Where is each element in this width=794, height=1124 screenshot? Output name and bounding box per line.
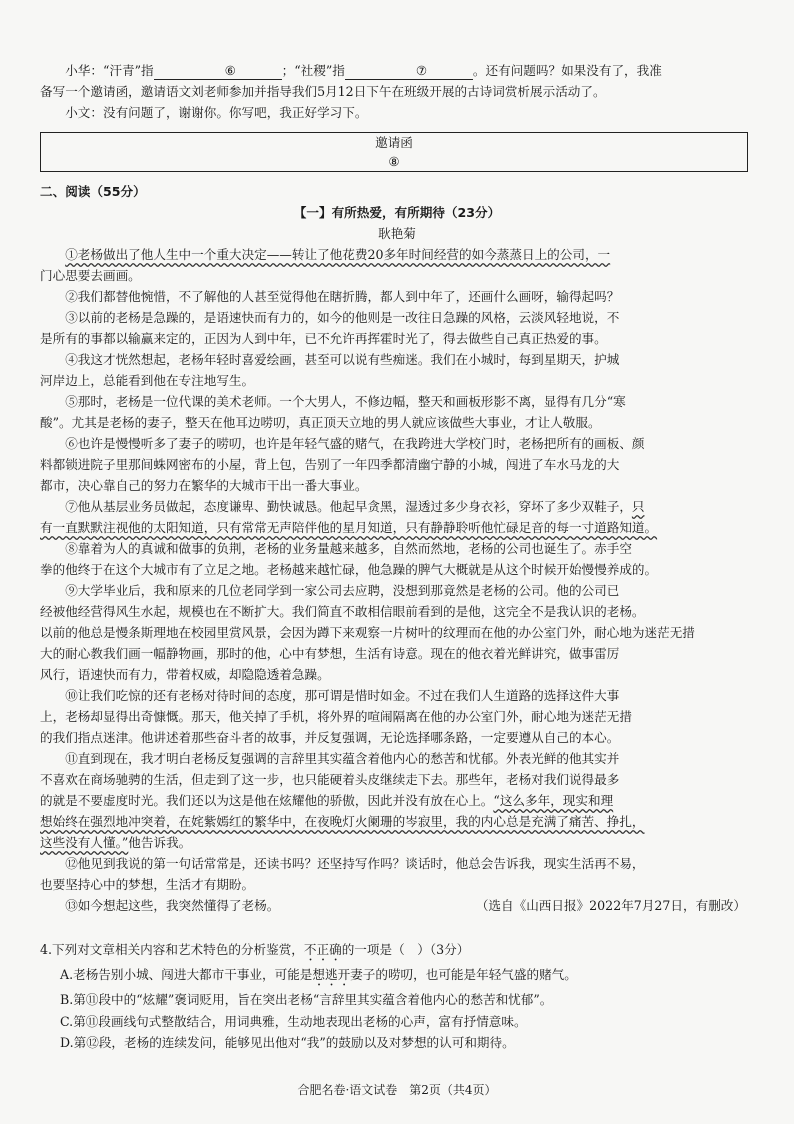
question-stem: [40, 939, 746, 964]
paragraph-line: 河岸边上，总能看到他在专注地写生。: [40, 373, 255, 388]
question-text: 的一项是（ ）（3分）: [341, 942, 470, 957]
source-citation: （选自《山西日报》2022年7月27日，有删改）: [475, 898, 746, 913]
answer-blank-8: ⑧: [388, 154, 400, 169]
paragraph-line: 拳的他终于在这个大城市有了立足之地。老杨越来越忙碌，他急躁的脾气大概就是从这个时候开始慢慢养成的。: [40, 562, 658, 577]
paragraph-line: ⑤那时，老杨是一位代课的美术老师。一个大男人，不修边幅，整天和画板形影不离，显得有几分“寒: [65, 394, 626, 409]
dialogue-text: 。还有问题吗？如果没有了，我准: [472, 63, 662, 78]
answer-blank-7[interactable]: ⑦: [345, 63, 473, 80]
dialogue-line-1: [40, 60, 746, 81]
underlined-sentence: 想始终在强烈地冲突着，在姹紫嫣红的繁华中，在夜晚灯火阑珊的岑寂里，我的内心总是充满了痛苦、挣扎，: [40, 814, 645, 829]
paragraph-line: ④我这才恍然想起，老杨年轻时喜爱绘画，甚至可以说有些痴迷。我们在小城时，每到星期天，护城: [65, 352, 620, 367]
paragraph-text: ⑬如今想起这些，我突然懂得了老杨。: [65, 898, 280, 913]
paragraph-line: [40, 790, 746, 811]
underlined-sentence: 有一直默默注视他的太阳知道，只有常常无声陪伴他的星月知道，只有静静聆听他忙碌足音的每一寸道路知道。: [40, 520, 658, 535]
question-4: [40, 939, 746, 1054]
option-text: 妻子的唠叨，也可能是年轻气盛的赌气。: [350, 967, 577, 982]
paragraph-line: ②我们都替他惋惜，不了解他的人甚至觉得他在瞎折腾，都人到中年了，还画什么画呀，输得起吗？: [65, 289, 620, 304]
paragraph-line: 酸”。尤其是老杨的妻子，整天在他耳边唠叨，真正顶天立地的男人就应该做些大事业，才让人敬服。: [40, 415, 601, 430]
paragraph-line: 不喜欢在商场驰骋的生活，但走到了这一步，也只能硬着头皮继续走下去。那些年，老杨对我们说得最多: [40, 772, 620, 787]
paragraph-line: [40, 496, 746, 517]
invitation-answer-box[interactable]: [40, 132, 748, 172]
paragraph-text: 的就是不要虚度时光。我们还以为这是他在炫耀他的骄傲，因此并没有放在心上。: [40, 793, 494, 808]
emphasized-text: 想逃开: [312, 967, 351, 982]
paragraph-line: 大的耐心教我们画一幅静物画，那时的他，心中有梦想，生活有诗意。现在的他衣着光鲜讲究，做事雷厉: [40, 646, 620, 661]
paragraph-line: 都市，决心靠自己的努力在繁华的大城市干出一番大事业。: [40, 478, 368, 493]
paragraph-line: ①老杨做出了他人生中一个重大决定——转让了他花费20多年时间经营的如今蒸蒸日上的公司，一: [65, 247, 611, 262]
underlined-sentence: “这么多年，现实和理: [493, 793, 614, 808]
dialogue: [40, 60, 746, 123]
paragraph-line: 经被他经营得风生水起，规模也在不断扩大。我们简直不敢相信眼前看到的是他，这完全不是我认识的老杨。: [40, 604, 645, 619]
paragraph-line: ⑥也许是慢慢听多了妻子的唠叨，也许是年轻气盛的赌气，在我跨进大学校门时，老杨把所有的画板、颜: [65, 436, 645, 451]
author: 耿艳菊: [378, 226, 416, 241]
underlined-sentence: 只: [631, 499, 645, 514]
paragraph-line: ⑧靠着为人的真诚和做事的负荆，老杨的业务量越来越多，自然而然地，老杨的公司也诞生了。赤手空: [65, 541, 632, 556]
paragraph-line: 上，老杨却显得出奇慷慨。那天，他关掉了手机，将外界的喧闹隔离在他的办公室门外，耐心地为迷茫无措: [40, 709, 632, 724]
dialogue-text: ；“社稷”指: [281, 63, 345, 78]
emphasized-text: 不正确: [303, 942, 342, 957]
dialogue-text: 小华：“汗青”指: [65, 63, 154, 78]
paragraph-line: ③以前的老杨是急躁的，是语速快而有力的，如今的他则是一改往日急躁的风格，云淡风轻地说，不: [65, 310, 620, 325]
option-text: A.老杨告别小城、闯进大都市干事业，可能是: [60, 967, 313, 982]
paragraph-line: 以前的他总是慢条斯理地在校园里赏风景，会因为蹲下来观察一片树叶的纹理而在他的办公室门外，耐心地为迷茫无措: [40, 625, 695, 640]
option-c[interactable]: C.第⑪段画线句式整散结合，用词典雅，生动地表现出老杨的心声，富有抒情意味。: [60, 1013, 527, 1029]
paragraph-line: [40, 832, 746, 853]
paragraph-text: ⑦他从基层业务员做起，态度谦卑、勤快诚恳。他起早贪黑，湿透过多少身衣衫，穿坏了多少双鞋子，: [65, 499, 632, 514]
underlined-sentence: 这些没有人懂。”: [40, 835, 129, 850]
answer-blank-6[interactable]: ⑥: [154, 63, 282, 80]
part-title: 【一】有所热爱，有所期待（23分）: [293, 205, 501, 220]
paragraph-line: 也要坚持心中的梦想，生活才有期盼。: [40, 877, 255, 892]
paragraph-line: 风行，语速快而有力，带着权威，却隐隐透着急躁。: [40, 667, 330, 682]
paragraph-line: ⑨大学毕业后，我和原来的几位老同学到一家公司去应聘，没想到那竟然是老杨的公司。他的公司已: [65, 583, 620, 598]
dialogue-line-2: 备写一个邀请函，邀请语文刘老师参加并指导我们5月12日下午在班级开展的古诗词赏析展示活动了。: [40, 84, 606, 99]
section-heading: 二、阅读（55分）: [40, 184, 146, 199]
article-body: [40, 244, 746, 916]
page-footer: 合肥名卷·语文试卷 第2页（共4页）: [297, 1083, 497, 1097]
invitation-title: 邀请函: [375, 135, 413, 150]
option-b[interactable]: B.第⑪段中的“炫耀”褒词贬用，旨在突出老杨“言辞里其实蕴含着他内心的愁苦和忧郁”。: [60, 992, 553, 1007]
paragraph-line: 料都锁进院子里那间蛛网密布的小屋，背上包，告别了一年四季都清幽宁静的小城，闯进了车水马龙的大: [40, 457, 620, 472]
dialogue-line-3: 小文：没有问题了，谢谢你。你写吧，我正好学习下。: [65, 105, 368, 120]
paragraph-line: 是所有的事都以输赢来定的，正因为人到中年，已不允许再挥霍时光了，得去做些自己真正热爱的事。: [40, 331, 607, 346]
paragraph-line: ⑫他见到我说的第一句话常常是，还读书吗？还坚持写作吗？谈话时，他总会告诉我，现实生活再不易，: [65, 856, 645, 871]
paragraph-text: 他告诉我。: [128, 835, 192, 850]
question-text: 4.下列对文章相关内容和艺术特色的分析鉴赏，: [40, 942, 304, 957]
option-d[interactable]: D.第⑫段，老杨的连续发问，能够见出他对“我”的鼓励以及对梦想的认可和期待。: [60, 1035, 515, 1050]
paragraph-line: 门心思要去画画。: [40, 268, 141, 283]
option-a[interactable]: [40, 964, 746, 989]
paragraph-line: 的我们指点迷津。他讲述着那些奋斗者的故事，并反复强调，无论选择哪条路，一定要遵从自己的本心。: [40, 730, 620, 745]
paragraph-line: ⑪直到现在，我才明白老杨反复强调的言辞里其实蕴含着他内心的愁苦和忧郁。外表光鲜的他其实并: [65, 751, 620, 766]
paragraph-line: [40, 895, 746, 916]
paragraph-line: ⑩让我们吃惊的还有老杨对待时间的态度，那可谓是惜时如金。不过在我们人生道路的选择这件大事: [65, 688, 620, 703]
